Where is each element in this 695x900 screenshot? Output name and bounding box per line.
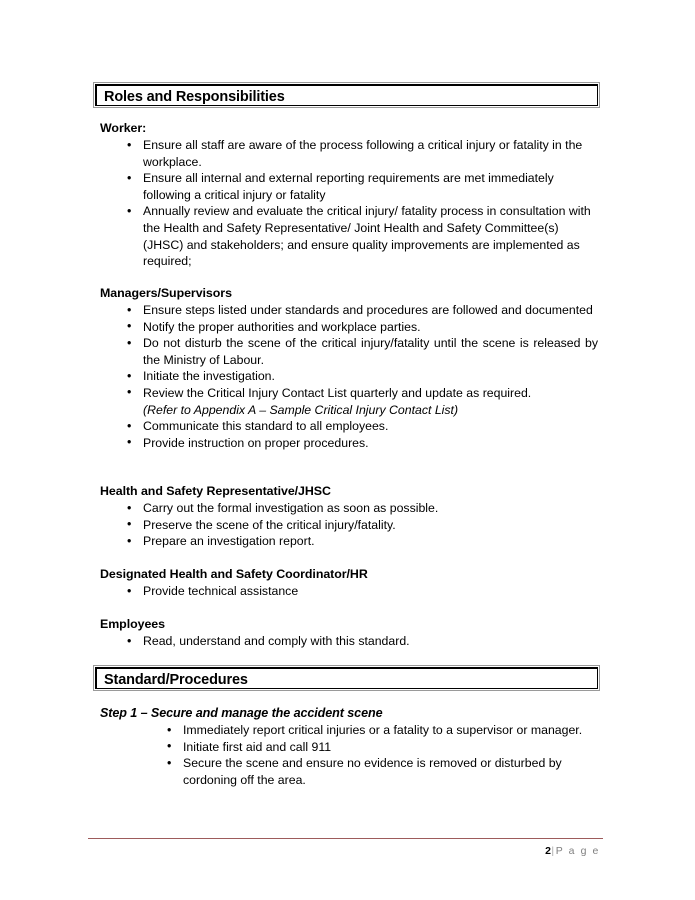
list-item: • Ensure all staff are aware of the process following a critical injury or fatality in the workplace. [100, 137, 598, 170]
section-header-standard-procedures [93, 665, 600, 691]
list-item: • Notify the proper authorities and workplace parties. [100, 319, 598, 336]
list-item: • Read, understand and comply with this standard. [100, 633, 598, 650]
list-item: • Secure the scene and ensure no evidence is removed or disturbed by cordoning off the area. [100, 755, 598, 788]
list-item: • Prepare an investigation report. [100, 533, 598, 550]
group-employees [100, 616, 598, 650]
footer-separator: | [551, 845, 556, 857]
page-number-value: 2 [545, 845, 552, 857]
section-header-inner-border [95, 667, 598, 689]
step-heading-1: Step 1 – Secure and manage the accident scene [100, 706, 383, 720]
group-health-and-safety-representative-jhsc [100, 483, 598, 550]
footer-divider [88, 838, 603, 839]
group-managers-supervisors [100, 285, 598, 451]
group-heading-employees: Employees [100, 617, 165, 631]
list-item-text: Review the Critical Injury Contact List quarterly and update as required. [143, 385, 532, 400]
bullet-list-managers-supervisors [100, 302, 598, 451]
bullet-list-worker [100, 137, 598, 270]
bullet-list-designated-health-and-safety-coordinator-hr [100, 583, 598, 600]
section-title-standard-procedures: Standard/Procedures [104, 672, 248, 688]
list-item-with-note [100, 385, 598, 418]
list-item: • Initiate the investigation. [100, 368, 598, 385]
group-heading-health-and-safety-representative-jhsc: Health and Safety Representative/JHSC [100, 484, 331, 498]
bullet-list-step-1 [100, 722, 598, 788]
list-item: • Ensure all internal and external reporting requirements are met immediately following a critical injury or fatality [100, 170, 598, 203]
list-item: • Communicate this standard to all employees. [100, 418, 598, 435]
group-heading-designated-health-and-safety-coordinator-hr: Designated Health and Safety Coordinator/HR [100, 567, 368, 581]
list-item: • Initiate first aid and call 911 [100, 739, 598, 756]
bullet-list-employees [100, 633, 598, 650]
step-1-block [100, 705, 598, 788]
list-item: • Annually review and evaluate the critical injury/ fatality process in consultation with the Health and Safety Representative/ Joint Health and Safety Committee(s) (JHSC) and stakeholders; and ensure quality improvements are implemented as required; [100, 203, 598, 269]
section-title-roles-and-responsibilities: Roles and Responsibilities [104, 89, 285, 105]
list-item: • Provide technical assistance [100, 583, 598, 600]
footer-page-label: P a g e [555, 845, 600, 857]
list-item: • Preserve the scene of the critical injury/fatality. [100, 517, 598, 534]
group-worker [100, 120, 598, 270]
list-item: • Ensure steps listed under standards and procedures are followed and documented [100, 302, 598, 319]
list-item: • Immediately report critical injuries or a fatality to a supervisor or manager. [100, 722, 598, 739]
appendix-reference-note: (Refer to Appendix A – Sample Critical Injury Contact List) [143, 402, 459, 417]
bullet-list-health-and-safety-representative-jhsc [100, 500, 598, 550]
section-header-roles-and-responsibilities [93, 82, 600, 108]
list-item: • Do not disturb the scene of the critical injury/fatality until the scene is released by the Ministry of Labour. [100, 335, 598, 368]
group-heading-managers-supervisors: Managers/Supervisors [100, 286, 232, 300]
list-item: • Carry out the formal investigation as soon as possible. [100, 500, 598, 517]
footer-page-number [545, 845, 600, 857]
group-heading-worker: Worker: [100, 121, 147, 135]
section-header-inner-border [95, 84, 598, 106]
list-item: • Provide instruction on proper procedures. [100, 435, 598, 452]
group-designated-health-and-safety-coordinator-hr [100, 566, 598, 600]
